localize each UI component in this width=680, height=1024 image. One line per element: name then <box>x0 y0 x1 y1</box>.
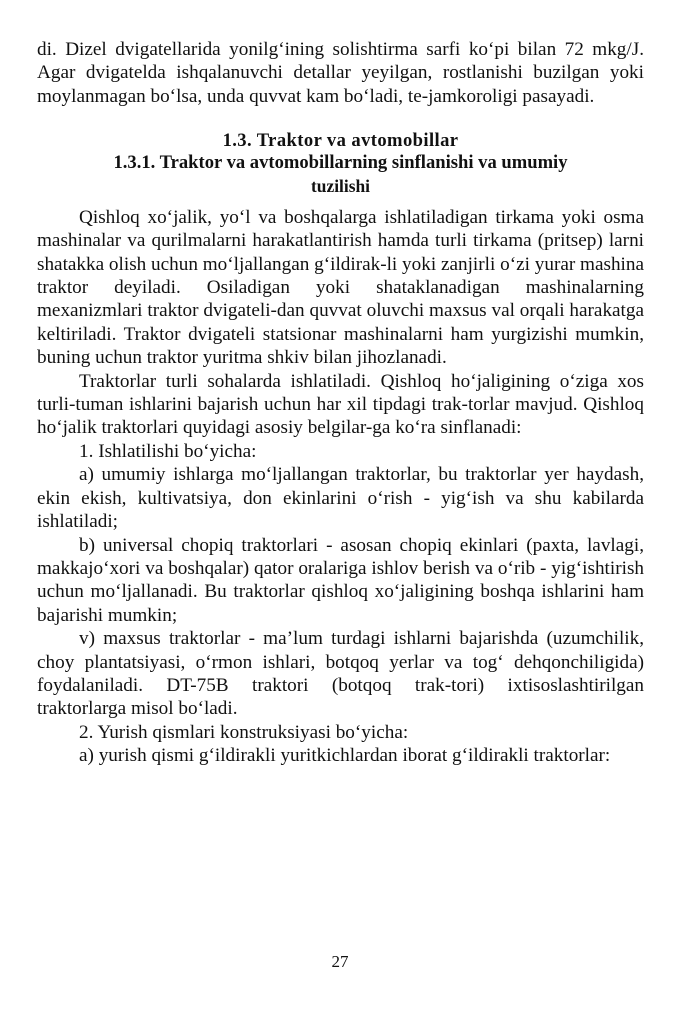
list-item-general-tractors: a) umumiy ishlarga mo‘ljallangan traktorlar, bu traktorlar yer haydash, ekin ekish, kultivatsiya, don ekinlarini o‘rish - yig‘ish va shu kabilarda ishlatiladi; <box>37 464 644 533</box>
list-item-universal-tractors: b) universal chopiq traktorlari - asosan chopiq ekinlari (paxta, lavlagi, makkajo‘xori va boshqalar) qator oralariga ishlov berish va o‘rib - yig‘ishtirish uchun mo‘ljallanadi. Bu traktorlar qishloq xo‘jaligining boshqa ishlarini ham bajarishi mumkin; <box>37 534 644 626</box>
section-title: 1.3. Traktor va avtomobillar <box>222 130 459 152</box>
page-number: 27 <box>331 952 349 971</box>
list-item-wheeled-tractors: a) yurish qismi g‘ildirakli yuritkichlardan iborat g‘ildirakli traktorlar: <box>79 745 611 767</box>
paragraph-tractor-usage: Traktorlar turli sohalarda ishlatiladi. Qishloq ho‘jaligining o‘ziga xos turli-tuman ishlarini bajarish uchun har xil tipdagi trak-torlar mavjud. Qishloq ho‘jalik traktorlari quyidagi asosiy belgilar-ga ko‘ra sinflanadi: <box>37 370 644 439</box>
document-page <box>37 38 644 768</box>
subsection-title: 1.3.1. Traktor va avtomobillarning sinflanishi va umumiy <box>113 152 568 174</box>
list-heading-usage: 1. Ishlatilishi bo‘yicha: <box>79 440 257 462</box>
intro-paragraph: di. Dizel dvigatellarida yonilg‘ining solishtirma sarfi ko‘pi bilan 72 mkg/J. Agar dvigatelda ishqalanuvchi detallar yeyilgan, rostlanishi buzilgan yoki moylanmagan bo‘lsa, unda quvvat kam bo‘ladi, te-jamkorоligi pasayadi. <box>37 39 644 107</box>
subsection-title-continued: tuzilishi <box>311 175 370 196</box>
list-item-special-tractors: v) maxsus traktorlar - ma’lum turdagi ishlarni bajarishda (uzumchilik, choy plantatsiyasi, o‘rmon ishlari, botqoq yerlar va tog‘ dehqonchiligida) foydalaniladi. DT-75B traktori (botqoq trak-tori) ixtisoslashtirilgan traktorlarga misol bo‘ladi. <box>37 628 644 720</box>
paragraph-tractor-definition: Qishloq xo‘jalik, yo‘l va boshqalarga ishlatiladigan tirkama yoki osma mashinalar va qurilmalarni harakatlantirish hamda turli tirkama (pritsep) larni shatakka olish uchun mo‘ljallangan g‘ildirak-li yoki zanjirli o‘zi yurar mashina traktor deyiladi. Osiladigan yoki shataklanadigan mashinalarning mexanizmlari traktor dvigateli-dan quvvat oluvchi maxsus val orqali harakatga keltiriladi. Traktor dvigateli statsionar mashinalarni ham yurgizishi mumkin, buning uchun traktor yuritma shkiv bilan jihozlanadi. <box>37 206 644 369</box>
list-heading-construction: 2. Yurish qismlari konstruksiyasi bo‘yicha: <box>79 721 409 743</box>
